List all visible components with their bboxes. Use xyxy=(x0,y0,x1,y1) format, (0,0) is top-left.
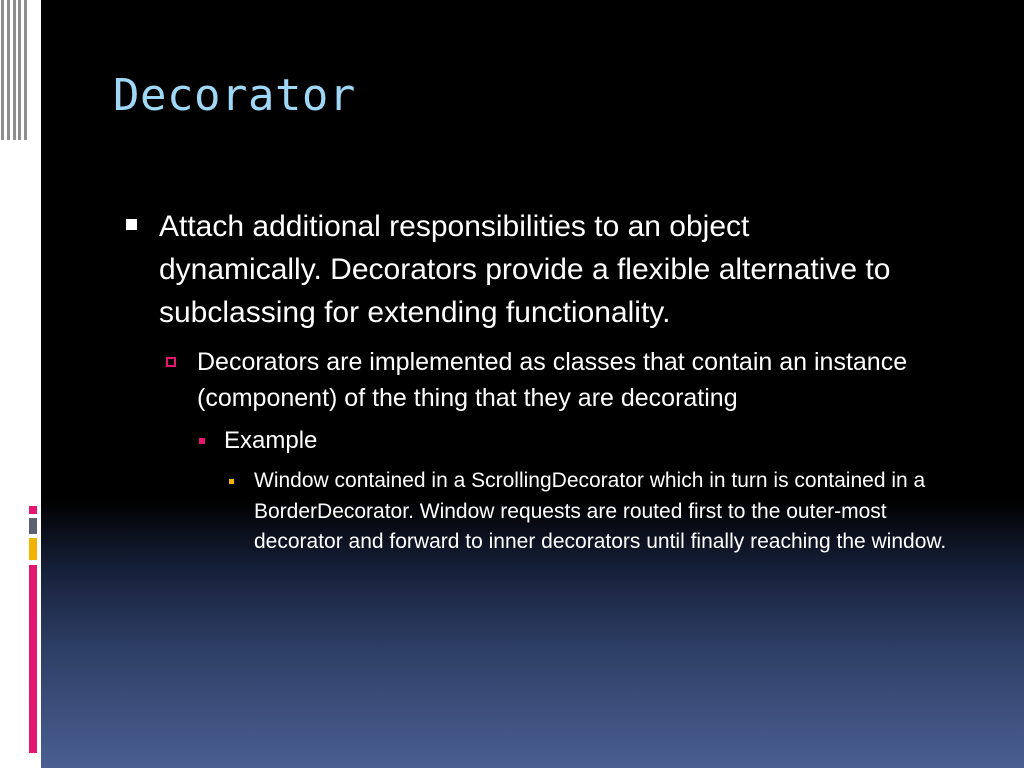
stripe xyxy=(24,0,27,140)
bullet-level-2 xyxy=(120,344,987,416)
stripe xyxy=(13,0,16,140)
square-bullet-icon xyxy=(126,219,137,230)
bullet-level-3-text: Example xyxy=(224,427,318,454)
slide-content xyxy=(120,205,980,558)
accent-square-pink xyxy=(29,506,37,514)
small-square-bullet-icon xyxy=(199,438,205,444)
bullet-level-2-text: Decorators are implemented as classes that contain an instance (component) of the thing that they are decorating xyxy=(197,348,908,412)
bullet-level-1-text: Attach additional responsibilities to an object dynamically. Decorators provide a flexible alternative to subclassing for extending functionality. xyxy=(159,210,891,329)
accent-square-yellow xyxy=(29,538,37,560)
accent-bar-pink xyxy=(29,565,37,753)
slide-title: Decorator xyxy=(113,70,356,121)
accent-square-gray xyxy=(29,518,37,534)
stripe xyxy=(7,0,10,140)
hollow-square-bullet-icon xyxy=(166,357,176,367)
bullet-level-4-text: Window contained in a ScrollingDecorator which in turn is contained in a BorderDecorator. Window requests are routed first to the outer-most decorator and forward to inner decorators until finally reaching the window. xyxy=(254,469,947,553)
tiny-square-bullet-icon xyxy=(229,479,234,484)
bullet-level-1 xyxy=(120,205,919,334)
decorative-stripes xyxy=(0,0,30,140)
bullet-level-4 xyxy=(120,466,954,558)
stripe xyxy=(1,0,4,140)
bullet-level-3 xyxy=(120,424,980,458)
stripe xyxy=(18,0,21,140)
